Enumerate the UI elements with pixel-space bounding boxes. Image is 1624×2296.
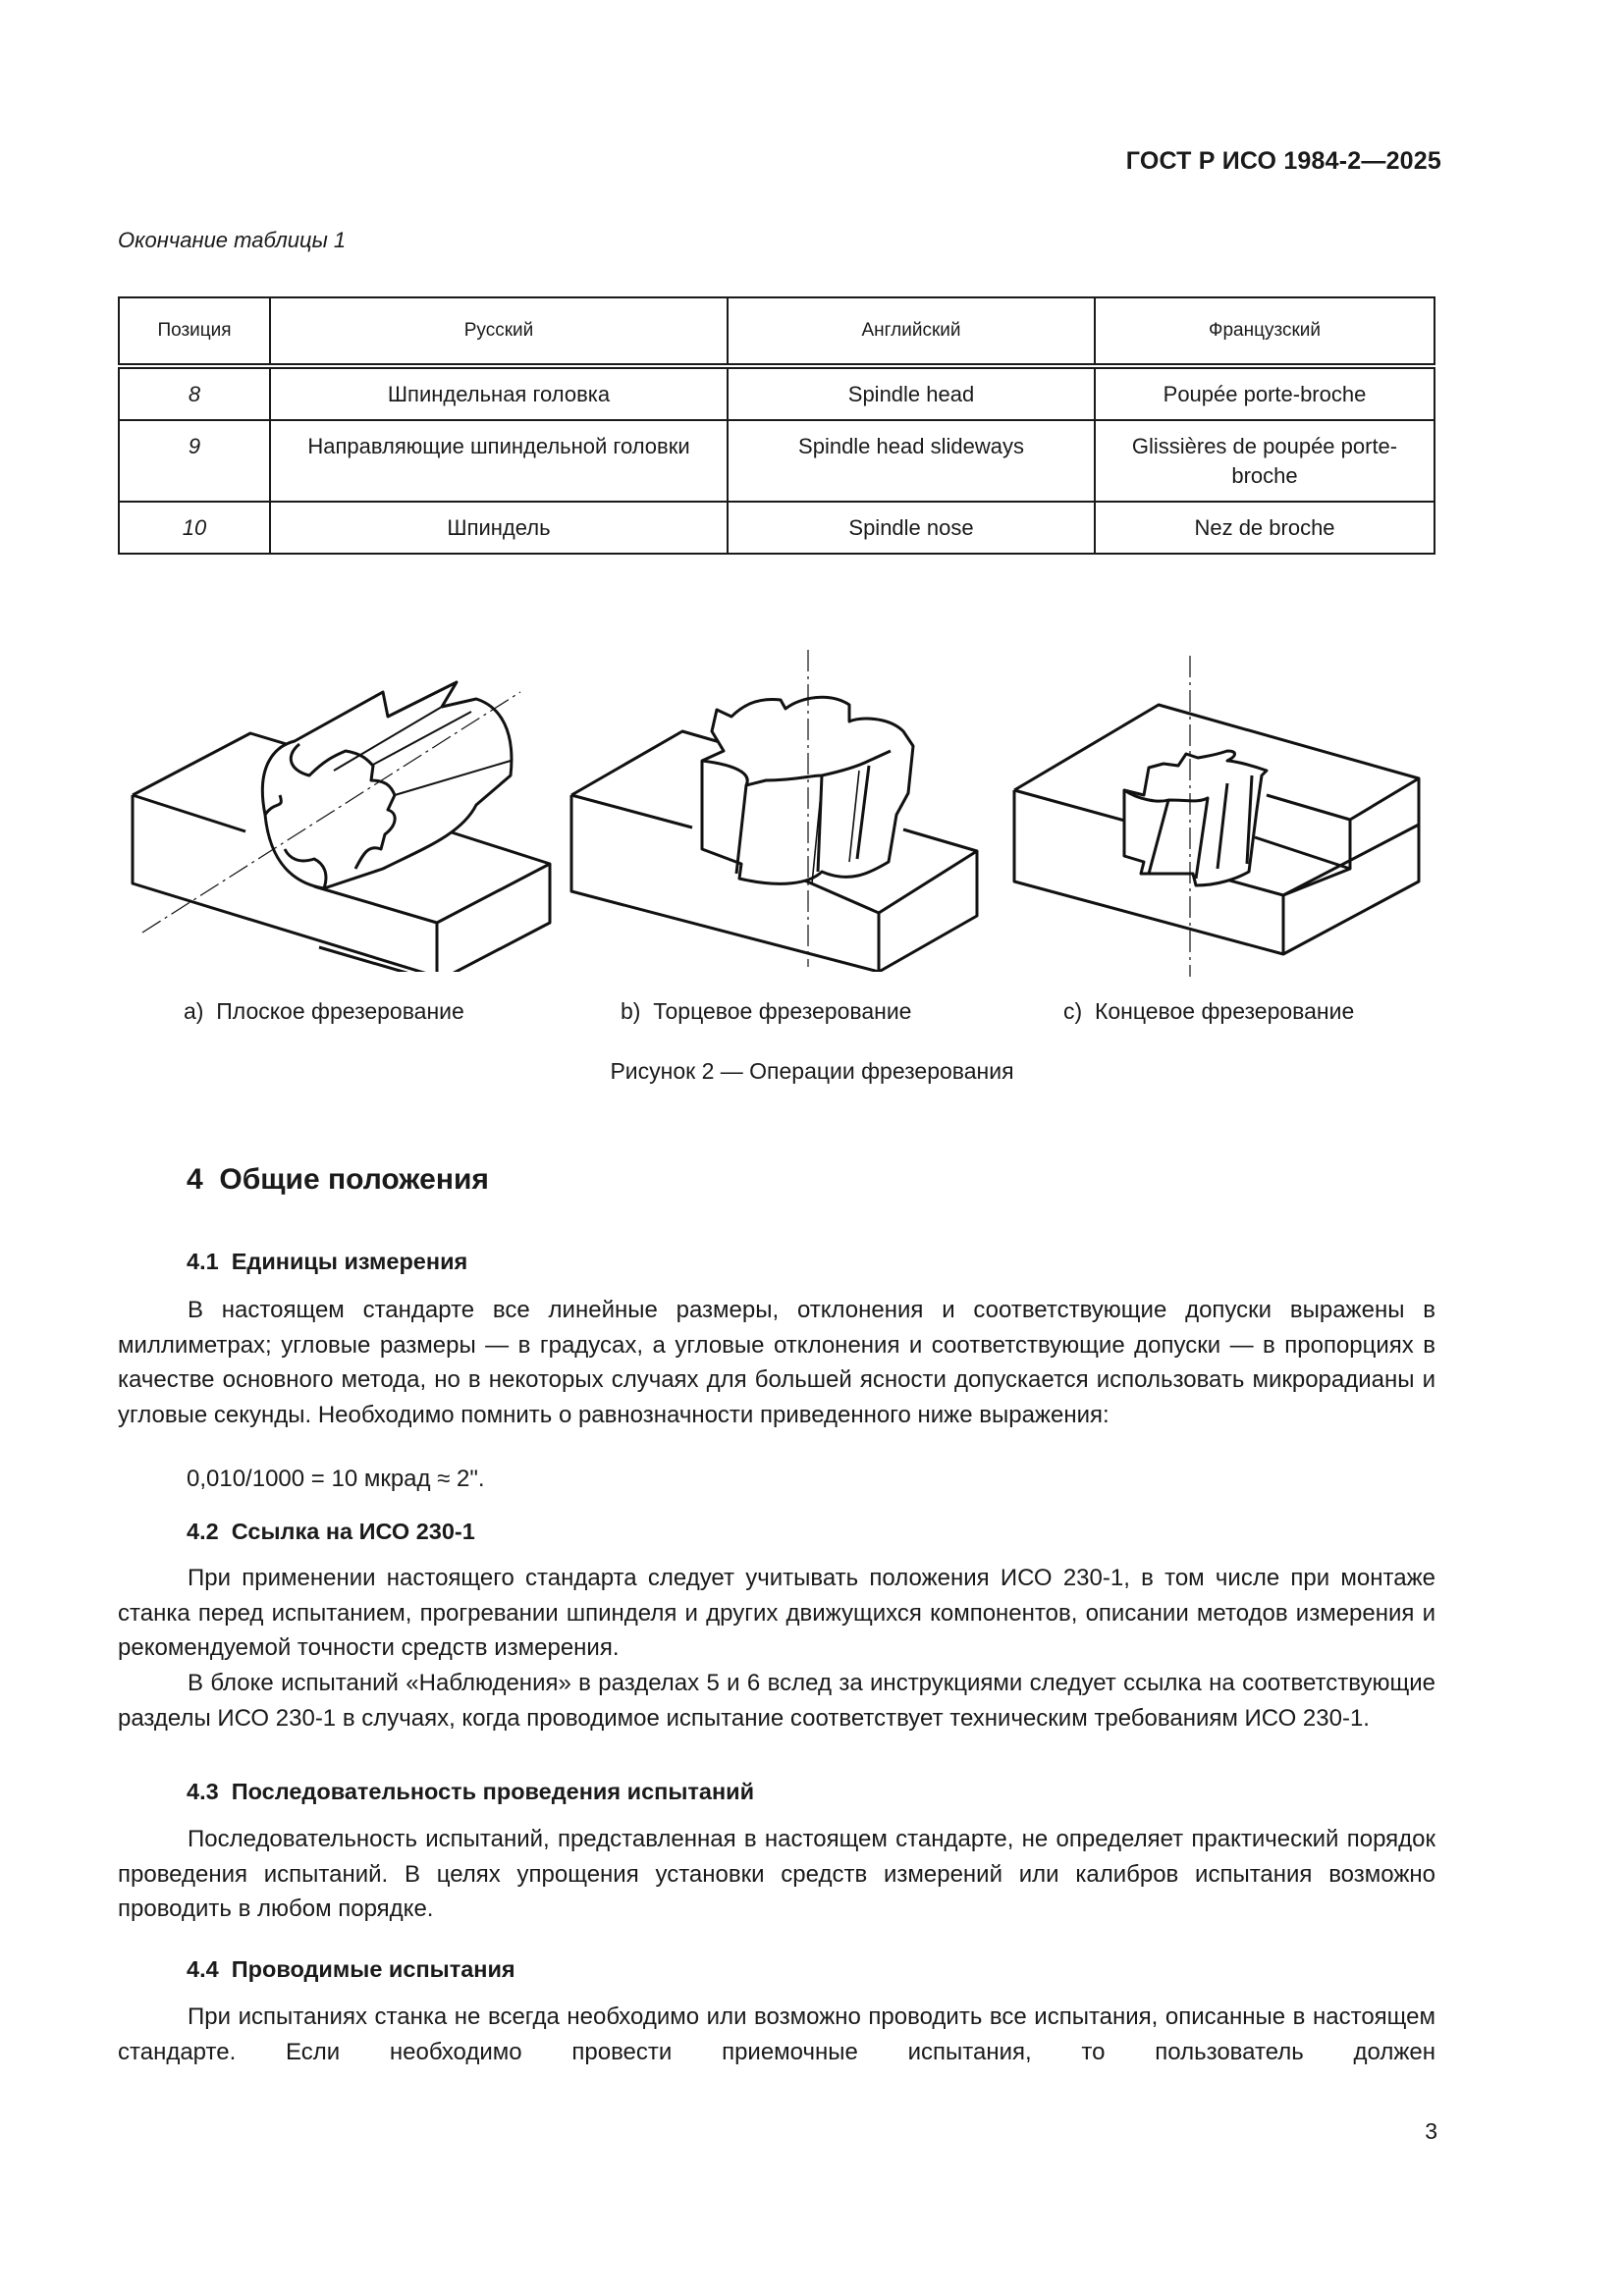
paragraph: При применении настоящего стандарта следует учитывать положения ИСО 230-1, в том числе при монтаже станка перед испытанием, прогревании шпинделя и других движущихся компонентов, описании методов измерения и рекомендуемой точности средств измерения. <box>118 1565 1435 1661</box>
subfigure-label: c) <box>1063 998 1083 1024</box>
face-milling-drawing-icon <box>565 638 1006 972</box>
subsection-heading-4-3: 4.3 Последовательность проведения испытаний <box>187 1779 755 1804</box>
subsection-heading-4-2: 4.2 Ссылка на ИСО 230-1 <box>187 1519 475 1544</box>
terms-table <box>118 296 1435 555</box>
end-milling-drawing-icon <box>1001 638 1424 982</box>
subfigure-text: Концевое фрезерование <box>1094 998 1355 1024</box>
paragraph: В настоящем стандарте все линейные размеры, отклонения и соответствующие допуски выражены в миллиметрах; угловые размеры — в градусах, а угловые отклонения и соответствующие допуски — в пропорциях в качестве основного метода, но в некоторых случаях для большей ясности допускается использовать микрорадианы и угловые секунды. Необходимо помнить о равнозначности приведенного ниже выражения: <box>118 1297 1435 1428</box>
subfigure-text: Плоское фрезерование <box>216 998 464 1024</box>
paragraph: При испытаниях станка не всегда необходимо или возможно проводить все испытания, описанные в настоящем стандарте. Если необходимо провести приемочные испытания, то пользователь должен <box>118 2003 1435 2065</box>
cell-russian: Шпиндель <box>270 502 728 554</box>
table-row <box>119 420 1435 502</box>
document-header: ГОСТ Р ИСО 1984-2—2025 <box>1125 147 1441 175</box>
cell-french: Nez de broche <box>1095 502 1435 554</box>
cell-english: Spindle head <box>728 366 1095 420</box>
subfigure-label: b) <box>621 998 641 1024</box>
subsection-heading-4-4: 4.4 Проводимые испытания <box>187 1956 515 1982</box>
table-header-row <box>119 297 1435 366</box>
cell-position: 8 <box>119 366 270 420</box>
cell-position: 10 <box>119 502 270 554</box>
subsection-heading-4-1: 4.1 Единицы измерения <box>187 1249 468 1274</box>
cell-french: Poupée porte-broche <box>1095 366 1435 420</box>
slab-milling-drawing-icon <box>128 638 560 972</box>
column-header-position: Позиция <box>119 297 270 366</box>
column-header-english: Английский <box>728 297 1095 366</box>
section-heading: 4 Общие положения <box>187 1163 489 1196</box>
subfigure-label: a) <box>184 998 204 1024</box>
subfigure-caption-a <box>184 998 464 1025</box>
table-caption: Окончание таблицы 1 <box>118 228 347 252</box>
table-row <box>119 366 1435 420</box>
cell-russian: Шпиндельная головка <box>270 366 728 420</box>
subfigure-caption-c <box>1063 998 1354 1025</box>
cell-english: Spindle head slideways <box>728 420 1095 502</box>
cell-russian: Направляющие шпиндельной головки <box>270 420 728 502</box>
subfigure-text: Торцевое фрезерование <box>653 998 912 1024</box>
cell-position: 9 <box>119 420 270 502</box>
table-row <box>119 502 1435 554</box>
column-header-russian: Русский <box>270 297 728 366</box>
column-header-french: Французский <box>1095 297 1435 366</box>
cell-french: Glissières de poupée porte-broche <box>1095 420 1435 502</box>
subfigure-caption-b <box>621 998 911 1025</box>
page-number: 3 <box>1425 2118 1437 2144</box>
figure-caption: Рисунок 2 — Операции фрезерования <box>610 1058 1014 1084</box>
paragraph: В блоке испытаний «Наблюдения» в разделах 5 и 6 вслед за инструкциями следует ссылка на соответствующие разделы ИСО 230-1 в случаях, когда проводимое испытание соответствует техническим требованиям ИСО 230-1. <box>118 1670 1435 1732</box>
formula: 0,010/1000 = 10 мкрад ≈ 2". <box>187 1466 485 1492</box>
paragraph: Последовательность испытаний, представленная в настоящем стандарте, не определяет практический порядок проведения испытаний. В целях упрощения установки средств измерений или калибров испытания возможно проводить в любом порядке. <box>118 1826 1435 1922</box>
cell-english: Spindle nose <box>728 502 1095 554</box>
